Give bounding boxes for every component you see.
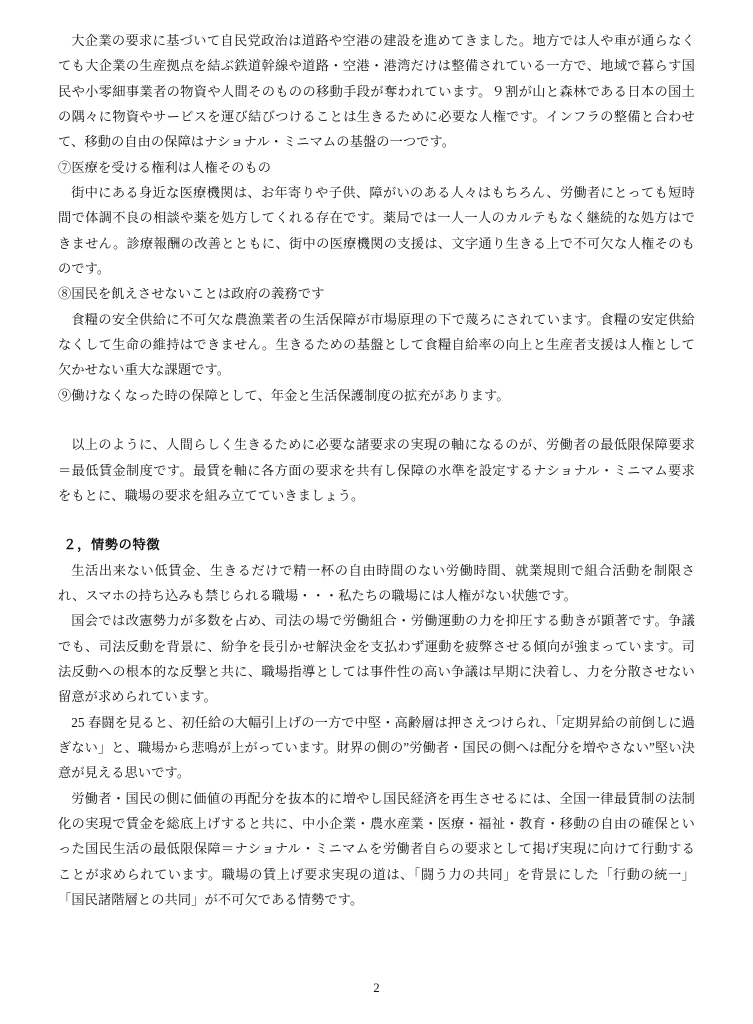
- paragraph-workplace: 生活出来ない低賃金、生きるだけで精一杯の自由時間のない労働時間、就業規則で組合活動を制限され、スマホの持ち込みも禁じられる職場・・・私たちの職場には人権がない状態です。: [58, 562, 695, 603]
- paragraph-medical: 街中にある身近な医療機関は、お年寄りや子供、障がいのある人々はもちろん、労働者にとっても短時間で体調不良の相談や薬を処方してくれる存在です。薬局では一人一人のカルテもなく継続的な処方はできません。診療報酬の改善とともに、街中の医療機関の支援は、文字通り生きる上で不可欠な人権そのものです。: [58, 185, 695, 277]
- paragraph-spring-struggle: 25 春闘を見ると、初任給の大幅引上げの一方で中堅・高齢層は押さえつけられ、「定期昇給の前倒しに過ぎない」と、職場から悲鳴が上がっています。財界の側の”労働者・国民の側へは配分を増やさない”堅い決意が見える思いです。: [58, 714, 695, 781]
- paragraph-infrastructure: 大企業の要求に基づいて自民党政治は道路や空港の建設を進めてきました。地方では人や車が通らなくても大企業の生産拠点を結ぶ鉄道幹線や道路・空港・港湾だけは整備されている一方で、地域で暮らす国民や小零細事業者の物資や人間そのものの移動手段が奪われています。９割が山と森林である日本の国土の隅々に物資やサービスを運び結びつけることは生きるために必要な人権です。インフラの整備と合わせて、移動の自由の保障はナショナル・ミニマムの基盤の一つです。: [58, 33, 695, 150]
- heading-item-8: ⑧国民を飢えさせないことは政府の義務です: [58, 286, 325, 302]
- paragraph-spacer-2: [58, 508, 695, 532]
- document-body: [58, 28, 695, 912]
- paragraph-summary: 以上のように、人間らしく生きるために必要な諸要求の実現の軸になるのが、労働者の最低限保障要求＝最低賃金制度です。最賃を軸に各方面の要求を共有し保障の水準を設定するナショナル・ミニマム要求をもとに、職場の要求を組み立てていきましょう。: [58, 437, 695, 503]
- section-heading-2: ２，情勢の特徴: [63, 537, 161, 553]
- heading-item-9: ⑨働けなくなった時の保障として、年金と生活保護制度の拡充があります。: [58, 387, 510, 403]
- page-number: 2: [373, 981, 380, 995]
- paragraph-spacer-1: [58, 408, 695, 432]
- paragraph-redistribution: 労働者・国民の側に価値の再配分を抜本的に増やし国民経済を再生させるには、全国一律最賃制の法制化の実現で賃金を総底上げすると共に、中小企業・農水産業・医療・福祉・教育・移動の自由の確保といった国民生活の最低限保障＝ナショナル・ミニマムを労働者自らの要求として掲げ実現に向けて行動することが求められています。職場の賃上げ要求実現の道は、「闘う力の共同」を背景にした「行動の統一」「国民諸階層との共同」が不可欠である情勢です。: [58, 790, 695, 907]
- heading-item-7: ⑦医療を受ける権利は人権そのもの: [58, 159, 272, 175]
- paragraph-diet-judiciary: 国会では改憲勢力が多数を占め、司法の場で労働組合・労働運動の力を抑圧する動きが顕著です。争議でも、司法反動を背景に、紛争を長引かせ解決金を支払わず運動を疲弊させる傾向が強まっています。司法反動への根本的な反撃と共に、職場指導としては事件性の高い争議は早期に決着し、力を分散させない留意が求められています。: [58, 613, 695, 705]
- paragraph-food-supply: 食糧の安全供給に不可欠な農漁業者の生活保障が市場原理の下で蔑ろにされています。食糧の安定供給なくして生命の維持はできません。生きるための基盤として食糧自給率の向上と生産者支援は人権として欠かせない重大な課題です。: [58, 311, 695, 378]
